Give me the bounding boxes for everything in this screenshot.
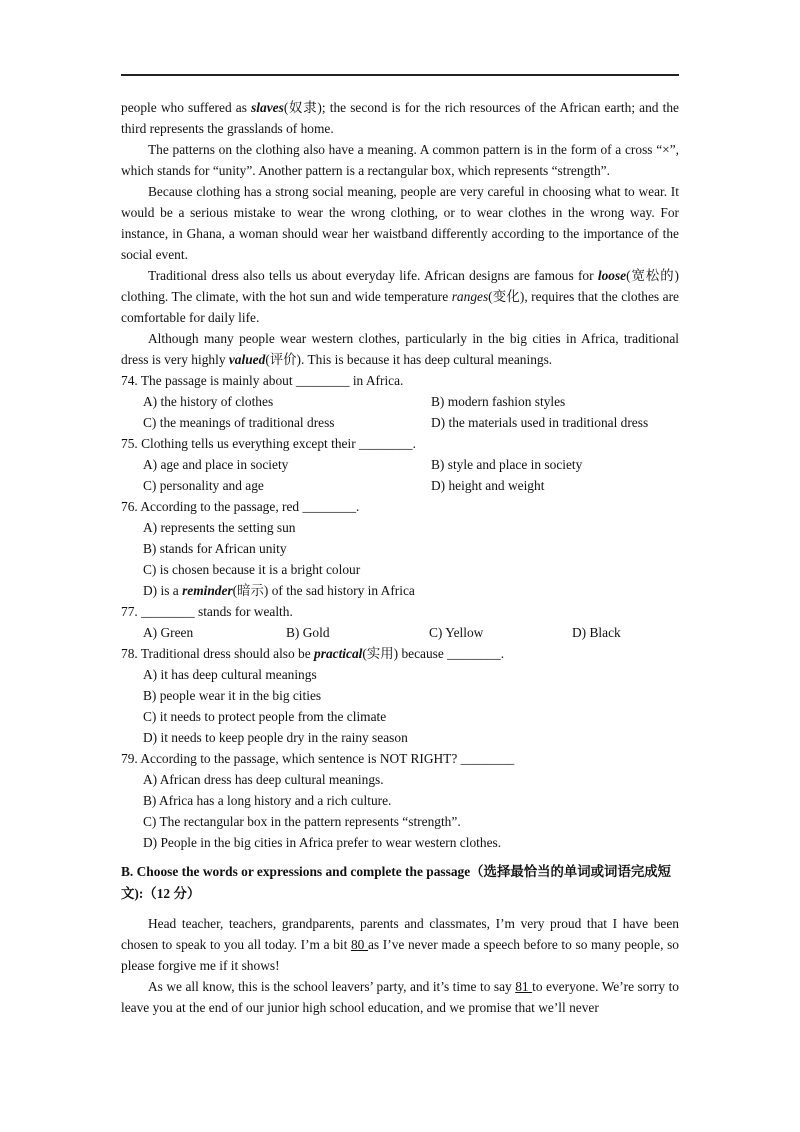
emphasized-word: valued	[228, 352, 266, 367]
text-run: (实用) because ________.	[362, 646, 505, 661]
text-run: 78. Traditional dress should also be	[121, 646, 315, 661]
question-75-stem: 75. Clothing tells us everything except their ________.	[121, 436, 416, 451]
option-75-a: A) age and place in society	[143, 457, 289, 472]
text-run: Although many people wear western clothes, particularly in the big cities in Africa, traditional dress is very highly	[121, 331, 679, 367]
document-page	[121, 97, 679, 1018]
question-79-stem: 79. According to the passage, which sentence is NOT RIGHT? ________	[121, 751, 515, 766]
italic-word: ranges	[451, 289, 489, 304]
option-75-c: C) personality and age	[143, 478, 264, 493]
option-77-a: A) Green	[143, 625, 194, 640]
text-run: (暗示) of the sad history in Africa	[232, 583, 415, 598]
option-79-a: A) African dress has deep cultural meanings.	[143, 772, 384, 787]
question-77-options-row	[121, 622, 679, 643]
text-run: (奴隶); the second is for the rich resources of the African earth; and the third represents the grasslands of home.	[121, 100, 679, 136]
question-75-options-row	[121, 475, 679, 496]
emphasized-word: practical	[314, 646, 363, 661]
option-77-d: D) Black	[572, 625, 621, 640]
text-run: As we all know, this is the school leavers’ party, and it’s time to say	[148, 979, 516, 994]
blank-81: 81	[515, 979, 533, 994]
passage-paragraph-1	[121, 97, 679, 139]
passage-paragraph-2: The patterns on the clothing also have a meaning. A common pattern is in the form of a cross “×”, which stands for “unity”. Another pattern is a rectangular box, which represents “strength”.	[121, 142, 679, 178]
text-run: as I’ve never made a speech before to so many people, so please forgive me if it shows!	[121, 937, 679, 973]
option-74-a: A) the history of clothes	[143, 394, 274, 409]
option-74-b: B) modern fashion styles	[431, 394, 566, 409]
question-78-stem	[121, 643, 679, 664]
question-75-options-row	[121, 454, 679, 475]
section-b-paragraph-1	[121, 913, 679, 976]
option-79-b: B) Africa has a long history and a rich culture.	[143, 793, 392, 808]
header-rule	[121, 74, 679, 76]
option-74-d: D) the materials used in traditional dress	[431, 415, 649, 430]
emphasized-word: loose	[597, 268, 627, 283]
passage-paragraph-4	[121, 265, 679, 328]
option-75-b: B) style and place in society	[431, 457, 583, 472]
option-74-c: C) the meanings of traditional dress	[143, 415, 335, 430]
text-run: to everyone. We’re sorry to leave you at the end of our junior high school education, and we promise that we’ll never	[121, 979, 679, 1015]
text-run: Traditional dress also tells us about everyday life. African designs are famous for	[148, 268, 598, 283]
question-77-stem: 77. ________ stands for wealth.	[121, 604, 293, 619]
section-b-heading: B. Choose the words or expressions and complete the passage（选择最恰当的单词或词语完成短文):（12 分）	[121, 864, 672, 901]
option-76-a: A) represents the setting sun	[143, 520, 296, 535]
passage-paragraph-3: Because clothing has a strong social meaning, people are very careful in choosing what to wear. It would be a serious mistake to wear the wrong clothing, or to wear clothes in the wrong way. For instance, in Ghana, a woman should wear her waistband differently according to the importance of the social event.	[121, 184, 679, 262]
question-74-stem: 74. The passage is mainly about ________ in Africa.	[121, 373, 404, 388]
question-76-stem: 76. According to the passage, red ________.	[121, 499, 360, 514]
text-run: (变化), requires that the clothes are comfortable for daily life.	[121, 289, 679, 325]
question-74-options-row	[121, 412, 679, 433]
section-b-paragraph-2	[121, 976, 679, 1018]
option-76-b: B) stands for African unity	[143, 541, 287, 556]
option-75-d: D) height and weight	[431, 478, 545, 493]
option-77-c: C) Yellow	[429, 625, 484, 640]
text-run: people who suffered as	[121, 100, 252, 115]
emphasized-word: slaves	[251, 100, 284, 115]
option-78-c: C) it needs to protect people from the climate	[143, 709, 387, 724]
text-run: D) is a	[143, 583, 183, 598]
option-78-d: D) it needs to keep people dry in the rainy season	[143, 730, 408, 745]
question-74-options-row	[121, 391, 679, 412]
option-76-d	[121, 580, 679, 601]
option-79-d: D) People in the big cities in Africa prefer to wear western clothes.	[143, 835, 502, 850]
option-78-a: A) it has deep cultural meanings	[143, 667, 317, 682]
text-run: (评价). This is because it has deep cultural meanings.	[265, 352, 553, 367]
option-77-b: B) Gold	[286, 625, 330, 640]
text-run: (宽松的) clothing. The climate, with the hot sun and wide temperature	[121, 268, 679, 304]
emphasized-word: reminder	[182, 583, 233, 598]
blank-80: 80	[350, 937, 368, 952]
option-76-c: C) is chosen because it is a bright colour	[143, 562, 361, 577]
text-run: Head teacher, teachers, grandparents, parents and classmates, I’m very proud that I have been chosen to speak to you all today. I’m a bit	[121, 916, 679, 952]
option-78-b: B) people wear it in the big cities	[143, 688, 322, 703]
passage-paragraph-5	[121, 328, 679, 370]
option-79-c: C) The rectangular box in the pattern represents “strength”.	[143, 814, 461, 829]
